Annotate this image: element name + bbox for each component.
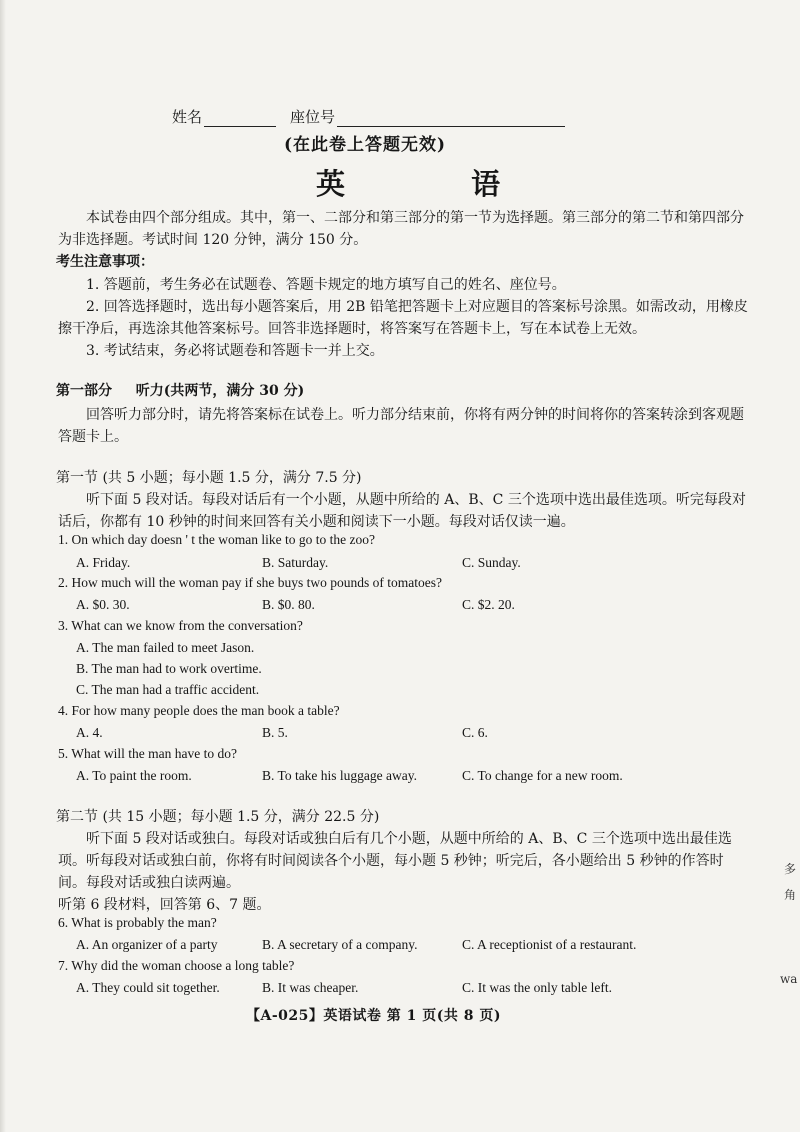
q7-option-b[interactable]: B. It was cheaper.	[262, 980, 359, 995]
section1-heading: 第一节 (共 5 小题；每小题 1.5 分，满分 7.5 分)	[56, 470, 362, 486]
part1-label: 第一部分	[56, 383, 112, 399]
q4-option-b[interactable]: B. 5.	[262, 725, 288, 740]
name-field[interactable]	[204, 110, 276, 127]
q3-option-c[interactable]: C. The man had a traffic accident.	[76, 682, 260, 697]
part1-heading	[56, 380, 304, 402]
section2-subheading: 听第 6 段材料，回答第 6、7 题。	[58, 897, 271, 913]
note-item: 3. 考试结束，务必将试题卷和答题卡一并上交。	[86, 343, 384, 359]
q6-option-a[interactable]: A. An organizer of a party	[76, 937, 218, 952]
question-6: 6. What is probably the man?	[58, 915, 217, 930]
margin-mark: 多	[784, 862, 797, 876]
q7-option-a[interactable]: A. They could sit together.	[76, 980, 220, 995]
margin-mark: 角	[784, 888, 797, 902]
invalid-notice: (在此卷上答题无效)	[284, 135, 447, 155]
q6-option-c[interactable]: C. A receptionist of a restaurant.	[462, 937, 637, 952]
name-label: 姓名	[172, 108, 203, 126]
q7-option-c[interactable]: C. It was the only table left.	[462, 980, 612, 995]
q3-option-b[interactable]: B. The man had to work overtime.	[76, 661, 262, 676]
question-1: 1. On which day doesn ' t the woman like to go to the zoo?	[58, 532, 375, 547]
question-2: 2. How much will the woman pay if she buys two pounds of tomatoes?	[58, 575, 442, 590]
section2-heading: 第二节 (共 15 小题；每小题 1.5 分，满分 22.5 分)	[56, 809, 380, 825]
q2-option-a[interactable]: A. $0. 30.	[76, 597, 130, 612]
q6-option-b[interactable]: B. A secretary of a company.	[262, 937, 418, 952]
intro-paragraph: 本试卷由四个部分组成。其中，第一、二部分和第三部分的第一节为选择题。第三部分的第二节和第四部分为非选择题。考试时间 120 分钟，满分 150 分。	[58, 210, 744, 248]
margin-mark: wa	[780, 972, 798, 986]
section1-instruction: 听下面 5 段对话。每段对话后有一个小题，从题中所给的 A、B、C 三个选项中选出最佳选项。听完每段对话后，你都有 10 秒钟的时间来回答有关小题和阅读下一小题。每段对话仅读一遍。	[58, 492, 746, 530]
question-4: 4. For how many people does the man book a table?	[58, 703, 340, 718]
note-item: 1. 答题前，考生务必在试题卷、答题卡规定的地方填写自己的姓名、座位号。	[86, 277, 566, 293]
question-5: 5. What will the man have to do?	[58, 746, 237, 761]
q5-option-c[interactable]: C. To change for a new room.	[462, 768, 623, 783]
q4-option-c[interactable]: C. 6.	[462, 725, 488, 740]
question-3: 3. What can we know from the conversation?	[58, 618, 303, 633]
part1-instruction: 回答听力部分时，请先将答案标在试卷上。听力部分结束前，你将有两分钟的时间将你的答案转涂到客观题答题卡上。	[58, 407, 744, 445]
page-title: 英 语	[316, 167, 559, 201]
q5-option-a[interactable]: A. To paint the room.	[76, 768, 192, 783]
notes-heading: 考生注意事项：	[56, 254, 154, 270]
q1-option-c[interactable]: C. Sunday.	[462, 555, 521, 570]
page-edge-shadow	[0, 0, 6, 1132]
q4-option-a[interactable]: A. 4.	[76, 725, 103, 740]
q1-option-a[interactable]: A. Friday.	[76, 555, 131, 570]
q1-option-b[interactable]: B. Saturday.	[262, 555, 329, 570]
seat-label: 座位号	[290, 108, 336, 126]
q2-option-c[interactable]: C. $2. 20.	[462, 597, 515, 612]
q5-option-b[interactable]: B. To take his luggage away.	[262, 768, 418, 783]
seat-field[interactable]	[337, 110, 565, 127]
page-footer: 【A-025】英语试卷 第 1 页(共 8 页)	[246, 1008, 501, 1024]
section2-instruction: 听下面 5 段对话或独白。每段对话或独白后有几个小题，从题中所给的 A、B、C 三个选项中选出最佳选项。听每段对话或独白前，你将有时间阅读各个小题，每小题 5 秒钟；听完后，各小题给出 5 秒钟的作答时间。每段对话或独白读两遍。	[58, 831, 732, 891]
note-item: 2. 回答选择题时，选出每小题答案后，用 2B 铅笔把答题卡上对应题目的答案标号涂黑。如需改动，用橡皮擦干净后，再选涂其他答案标号。回答非选择题时，将答案写在答题卡上，写在本试卷上无效。	[58, 299, 748, 337]
q3-option-a[interactable]: A. The man failed to meet Jason.	[76, 640, 255, 655]
part1-desc: 听力(共两节，满分 30 分)	[135, 383, 305, 399]
q2-option-b[interactable]: B. $0. 80.	[262, 597, 315, 612]
question-7: 7. Why did the woman choose a long table?	[58, 958, 295, 973]
header-fields	[172, 106, 579, 127]
